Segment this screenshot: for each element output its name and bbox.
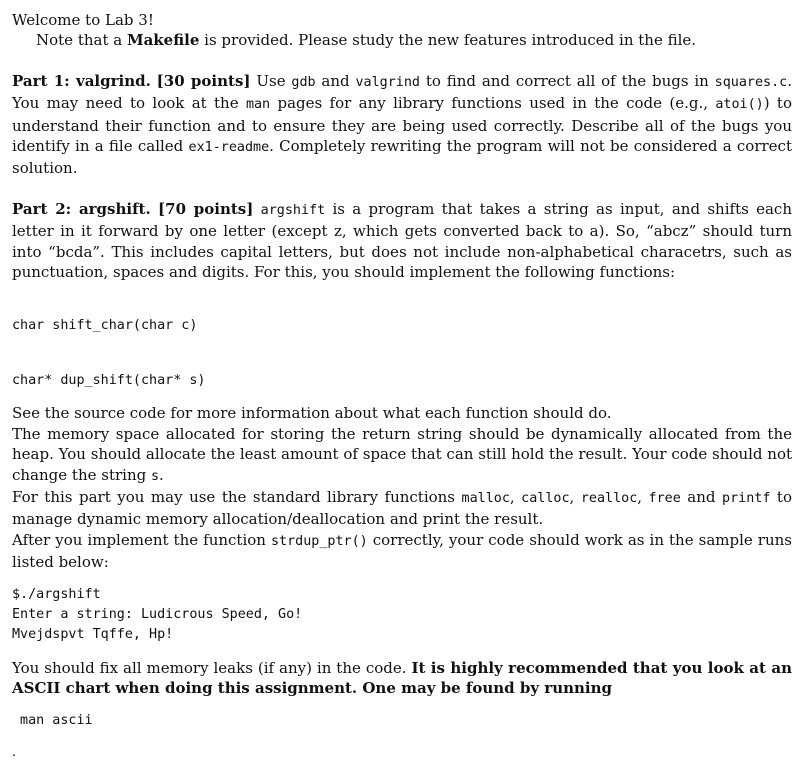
ascii-recommendation: It is highly recommended that you look at an ASCII chart when doing this assignment. One may be found by running	[12, 658, 792, 698]
part1-text: pages for any library functions used in the code (e.g.,	[270, 94, 716, 113]
malloc-code: malloc	[461, 490, 510, 506]
after-text: correctly, your code should work as in the sample runs listed below:	[12, 530, 792, 572]
man-ascii-command: man ascii	[12, 712, 93, 728]
s-code: s	[150, 468, 160, 484]
note-text-end: is provided. Please study the new features introduced in the file.	[199, 31, 697, 50]
greeting: Welcome to Lab 3!	[12, 11, 154, 29]
part1-text: to find and correct all of the bugs in	[419, 71, 715, 90]
part2-heading: Part 2: argshift.	[12, 199, 151, 218]
sample-run	[12, 585, 792, 646]
squares-file-code: squares.c	[714, 74, 788, 90]
part1-heading: Part 1: valgrind.	[12, 71, 151, 90]
trailing-period: .	[12, 744, 17, 760]
part1-text: . You may need to look at the	[12, 71, 793, 113]
sample-line: Enter a string: Ludicrous Speed, Go!	[12, 606, 303, 622]
memory-paragraph	[12, 424, 792, 487]
separator: ,	[569, 487, 581, 506]
part1-text: Use	[250, 71, 292, 90]
separator: ,	[637, 487, 649, 506]
memory-text: The memory space allocated for storing the return string should be dynamically allocated from the heap. You should allocate the least amount of space that can still hold the result. Your code should not change the string	[12, 424, 792, 484]
func-shift-char: char shift_char(char c)	[12, 318, 198, 334]
part2-text: is a program that takes a string as input, and shifts each letter in it forward by one letter (except z, which gets converted back to a). So, “abcz” should turn into “bcda”. This includes capital letters, but does not include non-alphabetical characetrs, such as punctuation, spaces and digits. For this, you should implement the following functions:	[12, 199, 792, 282]
argshift-code: argshift	[260, 202, 326, 218]
library-paragraph	[12, 487, 792, 530]
separator: ,	[509, 487, 522, 506]
strdup-code: strdup_ptr()	[270, 533, 368, 549]
leak-text: You should fix all memory leaks (if any) in the code.	[12, 658, 412, 677]
sample-line: Mvejdspvt Tqffe, Hp!	[12, 627, 174, 643]
part1-text: and	[315, 71, 356, 90]
printf-code: printf	[722, 490, 771, 506]
note-text: Note that a	[36, 31, 127, 50]
source-note: See the source code for more information about what each function should do.	[12, 404, 612, 423]
library-text: For this part you may use the standard library functions	[12, 487, 462, 506]
library-text: to manage dynamic memory allocation/deallocation and print the result.	[12, 487, 792, 529]
memory-text-end: .	[159, 465, 164, 484]
lab-document	[12, 10, 792, 763]
calloc-code: calloc	[521, 490, 570, 506]
part1-paragraph	[12, 71, 792, 179]
part1-text: . Completely rewriting the program will not be considered a correct solution.	[12, 137, 792, 178]
after-text: After you implement the function	[12, 530, 271, 549]
part1-text: ) to understand their function and to ensure they are being used correctly. Describe all of the bugs you identify in a file called	[12, 94, 792, 156]
realloc-code: realloc	[580, 490, 638, 506]
separator: and	[680, 487, 723, 506]
makefile-bold: Makefile	[126, 31, 200, 50]
part1-points: [30 points]	[156, 71, 251, 90]
man-code: man	[245, 97, 271, 113]
after-paragraph	[12, 530, 792, 573]
part2-points: [70 points]	[158, 199, 254, 218]
leak-paragraph	[12, 658, 792, 699]
sample-line: $./argshift	[12, 586, 101, 602]
gdb-code: gdb	[291, 74, 316, 90]
part2-paragraph	[12, 199, 792, 283]
func-dup-shift: char* dup_shift(char* s)	[12, 372, 206, 388]
atoi-code: atoi()	[715, 97, 764, 113]
free-code: free	[648, 490, 681, 506]
readme-code: ex1-readme	[188, 140, 270, 156]
valgrind-code: valgrind	[355, 74, 420, 90]
makefile-note	[12, 30, 792, 50]
